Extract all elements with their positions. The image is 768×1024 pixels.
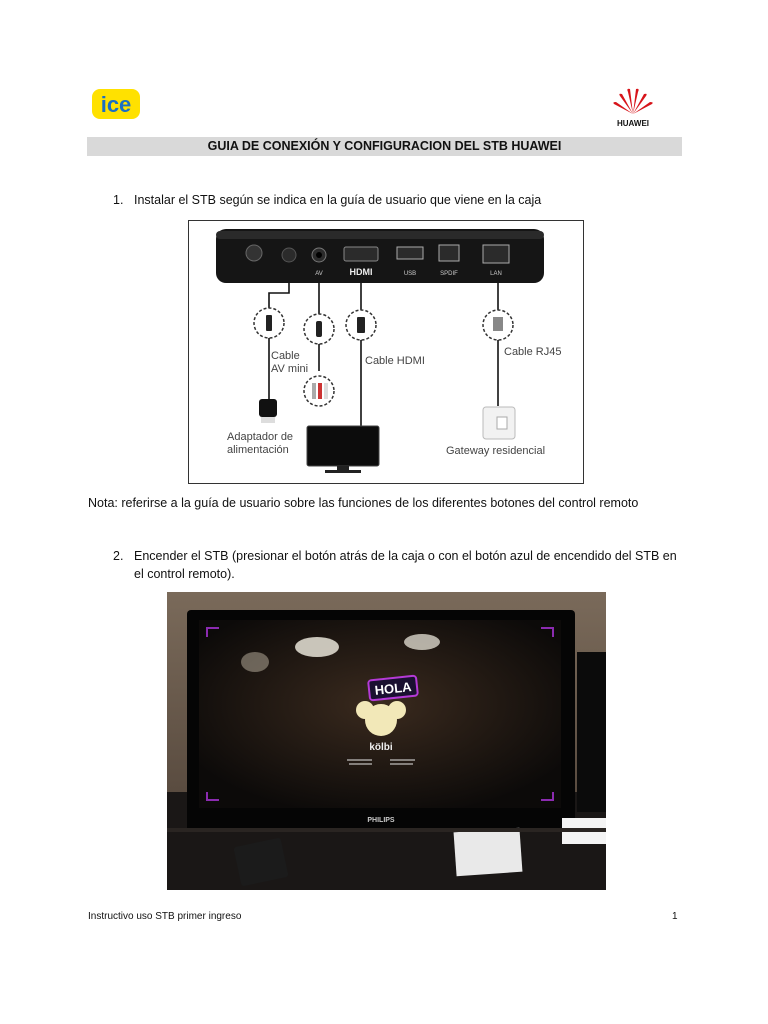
hola-badge bbox=[368, 676, 418, 701]
huawei-logo bbox=[606, 86, 660, 130]
port-label-usb: USB bbox=[403, 271, 417, 277]
label-adapter-2: alimentación bbox=[227, 444, 289, 456]
page-number: 1 bbox=[672, 911, 678, 922]
page-title: GUIA DE CONEXIÓN Y CONFIGURACION DEL STB HUAWEI bbox=[207, 139, 562, 153]
hola-text: HOLA bbox=[373, 679, 413, 698]
ice-logo bbox=[90, 86, 142, 122]
kolbi-text: kölbi bbox=[369, 742, 393, 753]
connection-diagram bbox=[188, 220, 584, 484]
label-cable-rj45: Cable RJ45 bbox=[504, 346, 562, 358]
step-text-line-1: Encender el STB (presionar el botón atrás de la caja o con el botón azul de encendido del STB en bbox=[134, 549, 677, 563]
title-bar bbox=[87, 137, 682, 156]
svg-text:ice: ice bbox=[100, 92, 132, 117]
tv-diagram bbox=[307, 426, 379, 466]
step-number: 2. bbox=[113, 549, 124, 563]
label-adapter-1: Adaptador de bbox=[227, 431, 294, 443]
paper bbox=[454, 828, 523, 876]
footer-left: Instructivo uso STB primer ingreso bbox=[88, 911, 242, 922]
port-label-hdmi: HDMI bbox=[349, 267, 373, 277]
tv-brand: PHILIPS bbox=[367, 817, 395, 824]
step-text: Instalar el STB según se indica en la guía de usuario que viene en la caja bbox=[134, 193, 542, 207]
label-cable-av-1: Cable bbox=[271, 350, 300, 362]
label-gateway: Gateway residencial bbox=[446, 445, 546, 457]
label-cable-av-2: AV mini bbox=[271, 363, 309, 375]
step-2 bbox=[113, 547, 683, 581]
port-label-lan: LAN bbox=[490, 271, 502, 277]
step-1 bbox=[113, 191, 673, 209]
note-text: Nota: referirse a la guía de usuario sobre las funciones de los diferentes botones del control remoto bbox=[88, 496, 639, 510]
step-text-line-2: el control remoto). bbox=[134, 567, 235, 581]
tv-photo bbox=[167, 592, 606, 890]
svg-text:HUAWEI: HUAWEI bbox=[617, 119, 649, 128]
label-cable-hdmi: Cable HDMI bbox=[365, 355, 425, 367]
port-label-spdif: SPDIF bbox=[440, 271, 458, 277]
port-label-av: AV bbox=[315, 271, 323, 277]
power-adapter bbox=[259, 399, 277, 417]
step-number: 1. bbox=[113, 193, 124, 207]
